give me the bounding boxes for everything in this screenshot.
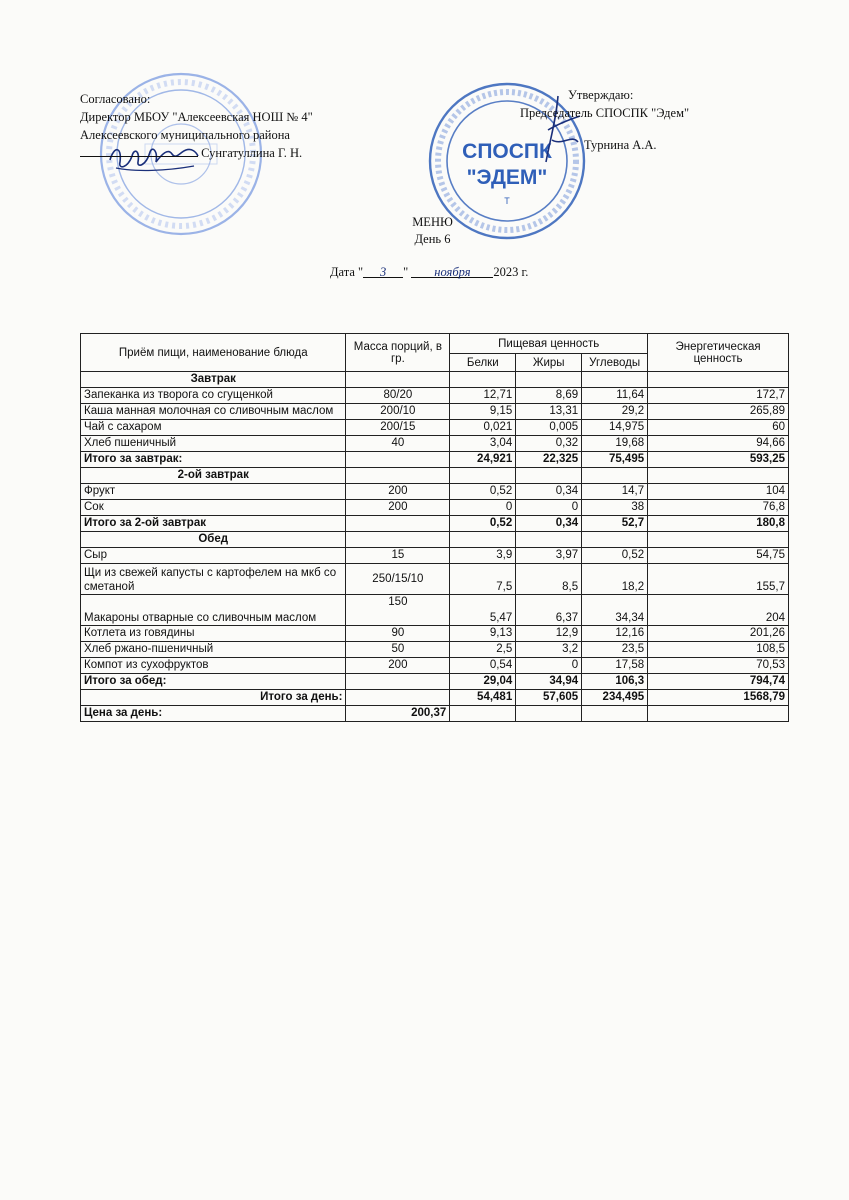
table-row [81,404,789,420]
dish-mass: 40 [346,436,450,452]
day-total-energy: 1568,79 [648,690,789,706]
dish-carbs: 11,64 [582,388,648,404]
header-energy: Энергетическая ценность [648,334,789,372]
approval-left [80,90,313,162]
signature-line [80,144,198,157]
dish-carbs: 12,16 [582,626,648,642]
dish-mass: 200/10 [346,404,450,420]
dish-proteins: 0,52 [450,484,516,500]
total-energy: 593,25 [648,452,789,468]
dish-fats: 3,2 [516,642,582,658]
dish-name: Запеканка из творога со сгущенкой [81,388,346,404]
dish-fats: 13,31 [516,404,582,420]
dish-fats: 0 [516,500,582,516]
dish-proteins: 9,15 [450,404,516,420]
dish-mass: 15 [346,548,450,564]
approval-left-sign-row [80,144,313,162]
dish-name: Котлета из говядины [81,626,346,642]
total-row [81,452,789,468]
dish-energy: 76,8 [648,500,789,516]
dish-fats: 0,34 [516,484,582,500]
section-row [81,468,789,484]
table-row [81,388,789,404]
dish-carbs: 18,2 [582,564,648,595]
dish-carbs: 19,68 [582,436,648,452]
dish-fats: 6,37 [516,595,582,626]
dish-fats: 3,97 [516,548,582,564]
date-prefix: Дата " [330,265,364,279]
header-fats: Жиры [516,354,582,372]
day-total-label: Итого за день: [81,690,346,706]
day-total-proteins: 54,481 [450,690,516,706]
dish-mass: 200 [346,658,450,674]
dish-proteins: 3,9 [450,548,516,564]
dish-proteins: 0,54 [450,658,516,674]
total-fats: 22,325 [516,452,582,468]
dish-energy: 70,53 [648,658,789,674]
dish-energy: 108,5 [648,642,789,658]
price-label: Цена за день: [81,706,346,722]
dish-proteins: 0 [450,500,516,516]
total-fats: 0,34 [516,516,582,532]
dish-proteins: 2,5 [450,642,516,658]
total-proteins: 29,04 [450,674,516,690]
dish-name: Фрукт [81,484,346,500]
total-carbs: 75,495 [582,452,648,468]
dish-fats: 0 [516,658,582,674]
dish-energy: 94,66 [648,436,789,452]
dish-fats: 8,69 [516,388,582,404]
dish-name: Сыр [81,548,346,564]
day-total-row [81,690,789,706]
price-value: 200,37 [346,706,450,722]
menu-table [80,333,789,722]
table-row [81,626,789,642]
total-label: Итого за 2-ой завтрак [81,516,346,532]
stamp-text-2: "ЭДЕМ" [466,166,548,189]
total-label: Итого за обед: [81,674,346,690]
date-month: ноября [411,265,493,278]
dish-energy: 204 [648,595,789,626]
dish-energy: 172,7 [648,388,789,404]
dish-proteins: 12,71 [450,388,516,404]
dish-proteins: 9,13 [450,626,516,642]
total-energy: 794,74 [648,674,789,690]
menu-title: МЕНЮ [412,215,453,229]
dish-mass: 150 [346,595,450,626]
total-carbs: 106,3 [582,674,648,690]
total-energy: 180,8 [648,516,789,532]
price-row [81,706,789,722]
svg-text:T: T [504,196,510,206]
approval-left-line2: Алексеевского муниципального района [80,128,290,142]
section-row [81,532,789,548]
dish-fats: 0,005 [516,420,582,436]
day-total-fats: 57,605 [516,690,582,706]
approval-right-signer: Турнина А.А. [584,138,657,152]
dish-proteins: 5,47 [450,595,516,626]
approval-left-signer: Сунгатуллина Г. Н. [201,146,303,160]
section-title: Завтрак [81,372,346,388]
dish-energy: 265,89 [648,404,789,420]
dish-proteins: 0,021 [450,420,516,436]
header-nutrition: Пищевая ценность [450,334,648,354]
header-mass: Масса порций, в гр. [346,334,450,372]
dish-carbs: 29,2 [582,404,648,420]
dish-mass: 50 [346,642,450,658]
total-fats: 34,94 [516,674,582,690]
table-row [81,548,789,564]
dish-name: Каша манная молочная со сливочным маслом [81,404,346,420]
header-name: Приём пищи, наименование блюда [81,334,346,372]
dish-mass: 90 [346,626,450,642]
dish-proteins: 3,04 [450,436,516,452]
dish-carbs: 38 [582,500,648,516]
table-row [81,420,789,436]
dish-mass: 250/15/10 [346,564,450,595]
dish-energy: 201,26 [648,626,789,642]
dish-energy: 155,7 [648,564,789,595]
section-title: 2-ой завтрак [81,468,346,484]
dish-name: Хлеб пшеничный [81,436,346,452]
dish-carbs: 14,975 [582,420,648,436]
dish-fats: 12,9 [516,626,582,642]
total-proteins: 0,52 [450,516,516,532]
total-proteins: 24,921 [450,452,516,468]
dish-energy: 54,75 [648,548,789,564]
stamp-text-1: СПОСПК [462,140,552,163]
total-row [81,674,789,690]
total-carbs: 52,7 [582,516,648,532]
table-row [81,484,789,500]
header-carbs: Углеводы [582,354,648,372]
dish-name: Компот из сухофруктов [81,658,346,674]
date-quote: " [403,265,409,279]
table-row [81,436,789,452]
dish-fats: 8,5 [516,564,582,595]
approval-left-line1: Директор МБОУ "Алексеевская НОШ № 4" [80,110,313,124]
dish-carbs: 0,52 [582,548,648,564]
dish-carbs: 14,7 [582,484,648,500]
dish-name: Чай с сахаром [81,420,346,436]
table-row [81,642,789,658]
total-label: Итого за завтрак: [81,452,346,468]
dish-name: Макароны отварные со сливочным маслом [81,595,346,626]
table-row [81,595,789,626]
date-day: 3 [363,265,403,278]
dish-name: Сок [81,500,346,516]
dish-mass: 200 [346,500,450,516]
dish-name: Щи из свежей капусты с картофелем на мкб со сметаной [81,564,346,595]
table-row [81,564,789,595]
dish-mass: 200/15 [346,420,450,436]
dish-fats: 0,32 [516,436,582,452]
dish-carbs: 34,34 [582,595,648,626]
approval-left-title: Согласовано: [80,92,151,106]
section-title: Обед [81,532,346,548]
dish-carbs: 23,5 [582,642,648,658]
menu-day: День 6 [414,232,451,246]
approval-right-line1: Председатель СПОСПК "Эдем" [520,106,690,120]
dish-mass: 200 [346,484,450,500]
table-row [81,500,789,516]
menu-date [330,265,528,280]
dish-energy: 104 [648,484,789,500]
dish-proteins: 7,5 [450,564,516,595]
table-row [81,658,789,674]
day-total-carbs: 234,495 [582,690,648,706]
dish-mass: 80/20 [346,388,450,404]
date-suffix: 2023 г. [493,265,529,279]
approval-right-title: Утверждаю: [568,88,634,102]
dish-carbs: 17,58 [582,658,648,674]
dish-energy: 60 [648,420,789,436]
total-row [81,516,789,532]
dish-name: Хлеб ржано-пшеничный [81,642,346,658]
approval-right [520,86,740,154]
section-row [81,372,789,388]
header-proteins: Белки [450,354,516,372]
